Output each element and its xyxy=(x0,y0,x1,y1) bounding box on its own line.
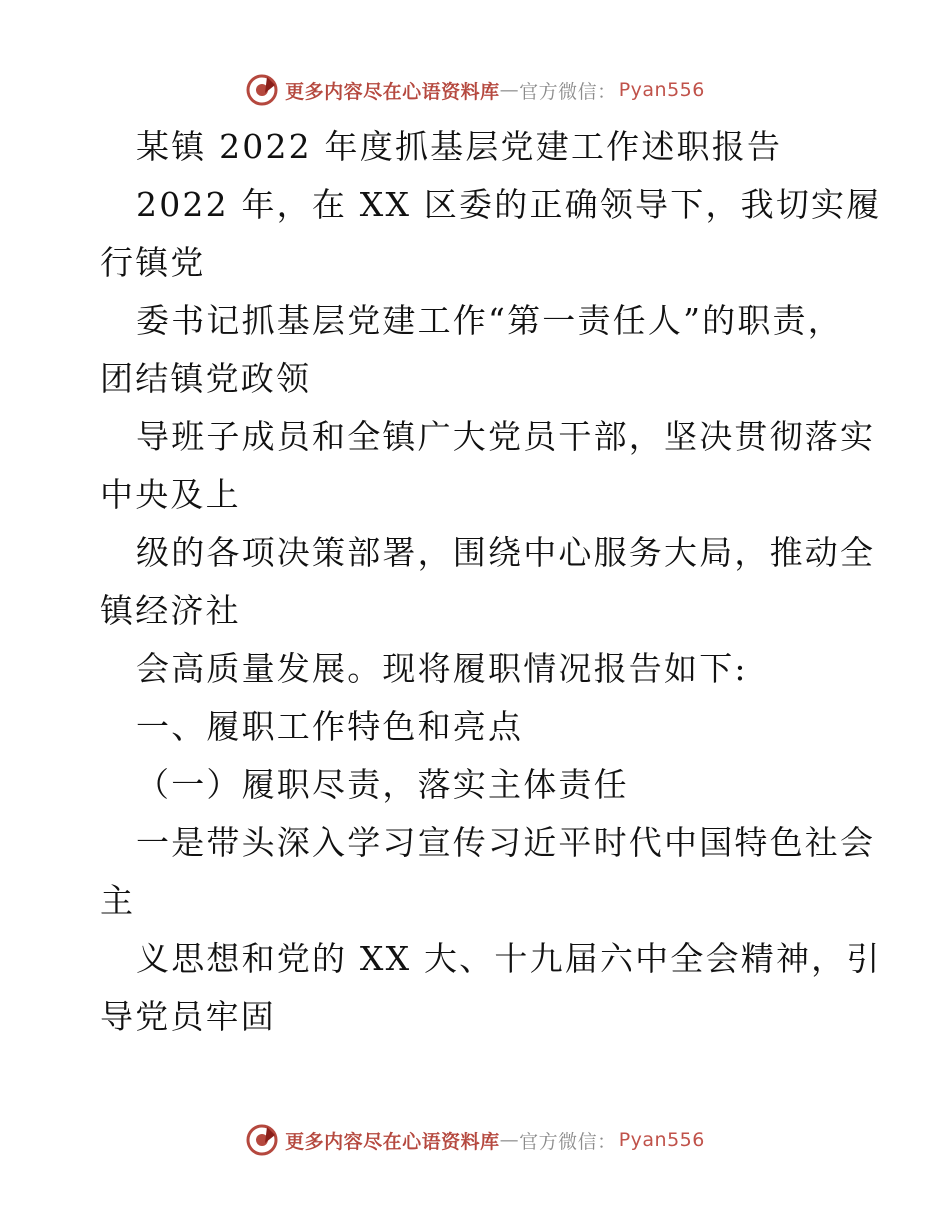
watermark-separator: — xyxy=(499,1129,520,1151)
logo-icon xyxy=(245,1123,279,1157)
watermark-wechat-id: Pyan556 xyxy=(618,79,705,101)
text-line: 会高质量发展。现将履职情况报告如下: xyxy=(136,649,748,688)
text-line: 导班子成员和全镇广大党员干部，坚决贯彻落实 xyxy=(136,417,876,456)
text-line: 级的各项决策部署，围绕中心服务大局，推动全 xyxy=(136,533,876,572)
text-line: 中央及上 xyxy=(100,475,241,514)
text-line: 义思想和党的 XX 大、十九届六中全会精神，引 xyxy=(136,939,882,978)
text-line: 一是带头深入学习宣传习近平时代中国特色社会 xyxy=(136,823,876,862)
watermark-wechat-label: 官方微信： xyxy=(519,1130,617,1153)
text-line: 导党员牢固 xyxy=(100,997,276,1036)
header-watermark xyxy=(0,70,950,110)
footer-watermark xyxy=(0,1120,950,1160)
logo-icon xyxy=(245,73,279,107)
text-line: 行镇党 xyxy=(100,243,206,282)
text-line: 2022 年，在 XX 区委的正确领导下，我切实履 xyxy=(136,185,882,224)
text-line: （一）履职尽责，落实主体责任 xyxy=(136,765,629,804)
watermark-wechat-id: Pyan556 xyxy=(618,1129,705,1151)
watermark-text: 更多内容尽在心语资料库 xyxy=(285,80,500,103)
text-line: 主 xyxy=(100,881,136,920)
text-line: 团结镇党政领 xyxy=(100,359,312,398)
text-line: 镇经济社 xyxy=(100,591,241,630)
text-line: 某镇 2022 年度抓基层党建工作述职报告 xyxy=(136,127,783,166)
watermark-wechat-label: 官方微信： xyxy=(519,80,617,103)
text-line: 一、履职工作特色和亮点 xyxy=(136,707,524,746)
watermark-separator: — xyxy=(499,79,520,101)
document-body xyxy=(100,118,882,1046)
watermark-text: 更多内容尽在心语资料库 xyxy=(285,1130,500,1153)
text-line: 委书记抓基层党建工作“第一责任人”的职责， xyxy=(136,301,843,340)
